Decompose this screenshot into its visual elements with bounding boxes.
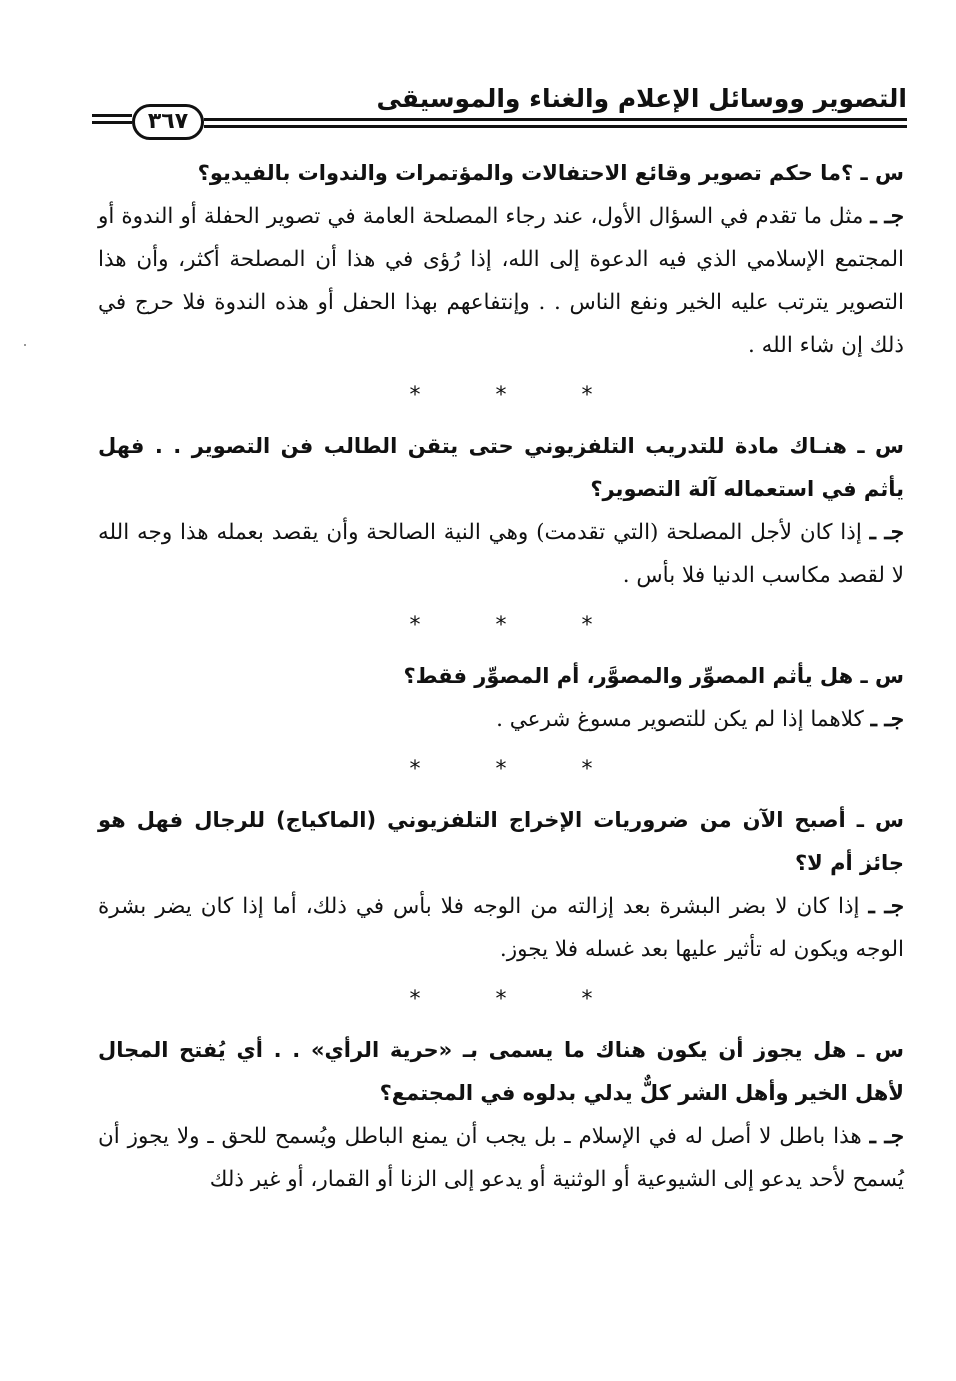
question-prefix: س ـ [857,1038,905,1062]
answer-text: هذا باطل لا أصل له في الإسلام ـ بل يجب أن يمنع الباطل ويُسمح للحق ـ ولا يجوز أن يُسمح لأحد يدعو إلى الشيوعية أو الوثنية أو يدعو إلى الزنا أو القمار، أو غير ذلك [98,1124,904,1192]
section-separator: * * * [409,383,627,408]
section-separator: * * * [409,613,627,638]
answer-prefix: جـ ـ [869,1124,904,1149]
answer-2 [98,511,904,597]
question-3 [98,655,904,698]
answer-text: مثل ما تقدم في السؤال الأول، عند رجاء المصلحة العامة في تصوير الحفلة أو الندوة أو المجتمع الإسلامي الذي فيه الدعوة إلى الله، إذا رُؤى في هذا أن المصلحة أكثر، وأن هذا التصوير يترتب عليه الخير ونفع الناس . . وإنتفاعهم بهذا الحفل أو هذه الندوة فلا حرج في ذلك إن شاء الله . [98,204,904,358]
question-prefix: س ـ [860,161,904,185]
question-text: ؟ما حكم تصوير وقائع الاحتفالات والمؤتمرات والندوات بالفيديو؟ [197,161,854,185]
question-text: هنـاك مادة للتدريب التلفزيوني حتى يتقن الطالب فن التصوير . . فهل يأثم في استعماله آلة التصوير؟ [98,434,904,501]
answer-prefix: جـ ـ [870,707,904,732]
question-prefix: س ـ [860,664,904,688]
section-separator: * * * [409,987,627,1012]
answer-prefix: جـ ـ [869,520,904,545]
question-prefix: س ـ [857,434,904,458]
header-rule-left [92,114,132,124]
answer-1 [98,195,904,367]
question-text: هل يأثم المصوِّر والمصوَّر، أم المصوِّر فقط؟ [403,664,854,688]
question-2 [98,425,904,511]
answer-4 [98,885,904,971]
answer-text: إذا كان لأجل المصلحة (التي تقدمت) وهي النية الصالحة وأن يقصد بعمله هذا وجه الله لا لقصد مكاسب الدنيا فلا بأس . [98,520,904,588]
answer-3 [98,698,904,741]
answer-text: إذا كان لا بضر البشرة بعد إزالته من الوجه فلا بأس في ذلك، أما إذا كان يضر بشرة الوجه ويكون له تأثير عليها بعد غسله فلا يجوز. [98,894,904,962]
answer-5 [98,1115,904,1201]
question-1 [98,152,904,195]
answer-prefix: جـ ـ [870,204,905,229]
page-body [98,152,904,1201]
running-title: التصوير ووسائل الإعلام والغناء والموسيقى [376,84,907,113]
page-number: ٣٦٧ [132,104,204,140]
question-5 [98,1029,904,1115]
question-4 [98,799,904,885]
scan-speck [24,344,26,346]
question-prefix: س ـ [856,808,905,832]
question-text: هل يجوز أن يكون هناك ما يسمى بـ «حرية الرأي» . . أي يُفتح المجال لأهل الخير وأهل الشر كلٌّ يدلي بدلوه في المجتمع؟ [98,1038,904,1105]
page-header [92,84,907,144]
answer-text: كلاهما إذا لم يكن للتصوير مسوغ شرعي . [496,707,864,732]
header-rule-right [204,118,907,128]
answer-prefix: جـ ـ [868,894,904,919]
section-separator: * * * [409,757,627,782]
question-text: أصبح الآن من ضروريات الإخراج التلفزيوني (الماكياج) للرجال فهل هو جائز أم لا؟ [98,808,904,875]
